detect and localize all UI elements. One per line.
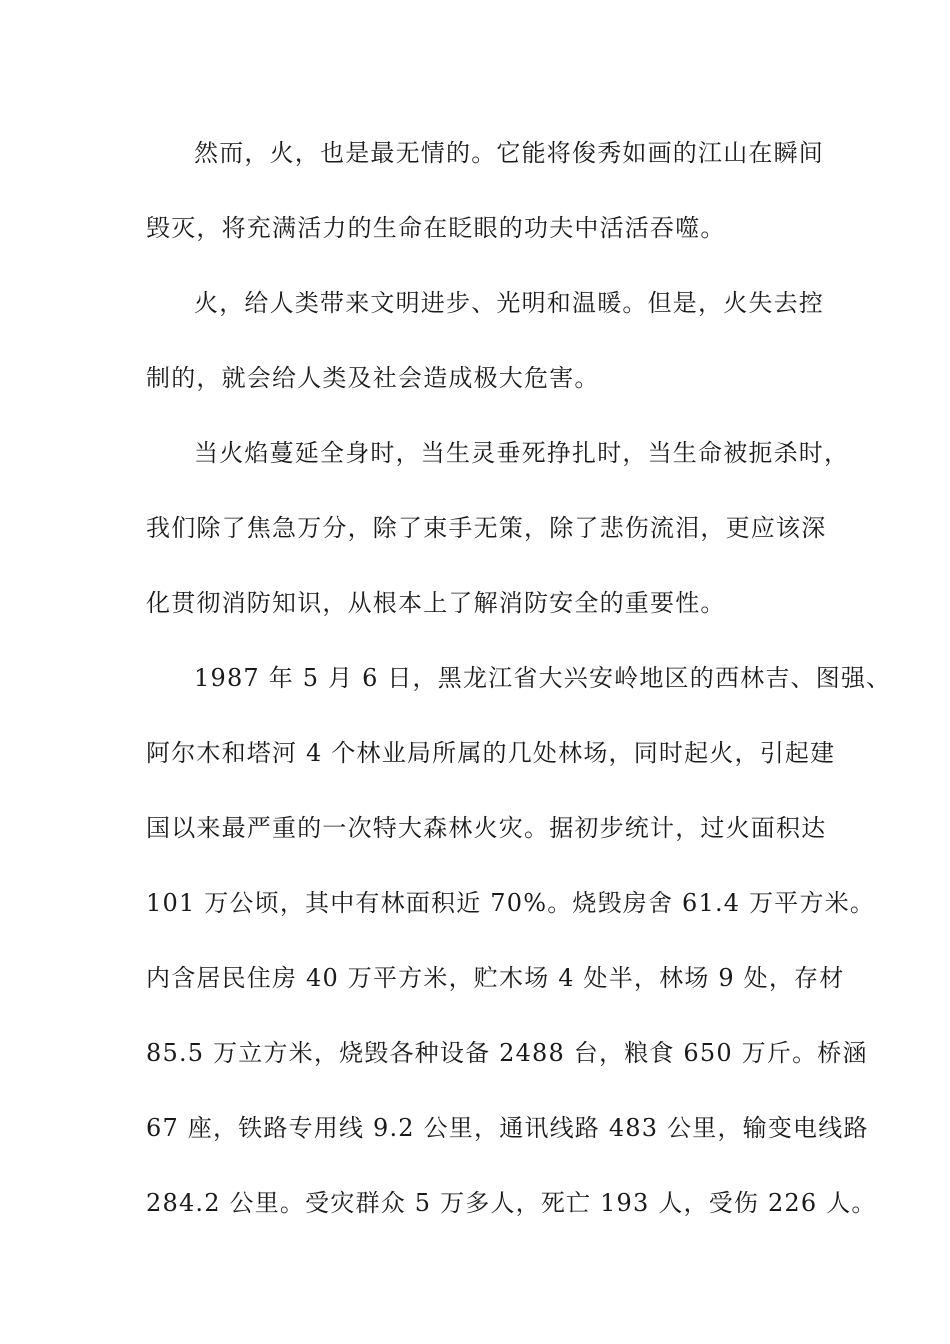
text-line: 284.2 公里。受灾群众 5 万多人，死亡 193 人，受伤 226 人。	[146, 1189, 877, 1217]
text-line: 制的，就会给人类及社会造成极大危害。	[146, 364, 600, 392]
text-line: 毁灭，将充满活力的生命在眨眼的功夫中活活吞噬。	[146, 214, 726, 242]
text-line: 1987 年 5 月 6 日，黑龙江省大兴安岭地区的西林吉、图强、	[194, 664, 892, 692]
text-line: 67 座，铁路专用线 9.2 公里，通讯线路 483 公里，输变电线路	[146, 1114, 869, 1142]
text-line: 然而，火，也是最无情的。它能将俊秀如画的江山在瞬间	[194, 139, 824, 167]
text-line: 国以来最严重的一次特大森林火灾。据初步统计，过火面积达	[146, 814, 827, 842]
text-line: 阿尔木和塔河 4 个林业局所属的几处林场，同时起火，引起建	[146, 739, 836, 767]
text-line: 化贯彻消防知识，从根本上了解消防安全的重要性。	[146, 589, 726, 617]
text-line: 内含居民住房 40 万平方米，贮木场 4 处半，林场 9 处，存材	[146, 964, 845, 992]
text-line: 101 万公顷，其中有林面积近 70%。烧毁房舍 61.4 万平方米。	[146, 889, 876, 917]
text-line: 85.5 万立方米，烧毁各种设备 2488 台，粮食 650 万斤。桥涵	[146, 1039, 868, 1067]
text-line: 我们除了焦急万分，除了束手无策，除了悲伤流泪，更应该深	[146, 514, 827, 542]
text-line: 火，给人类带来文明进步、光明和温暖。但是，火失去控	[194, 289, 824, 317]
text-line: 当火焰蔓延全身时，当生灵垂死挣扎时，当生命被扼杀时，	[194, 439, 850, 467]
